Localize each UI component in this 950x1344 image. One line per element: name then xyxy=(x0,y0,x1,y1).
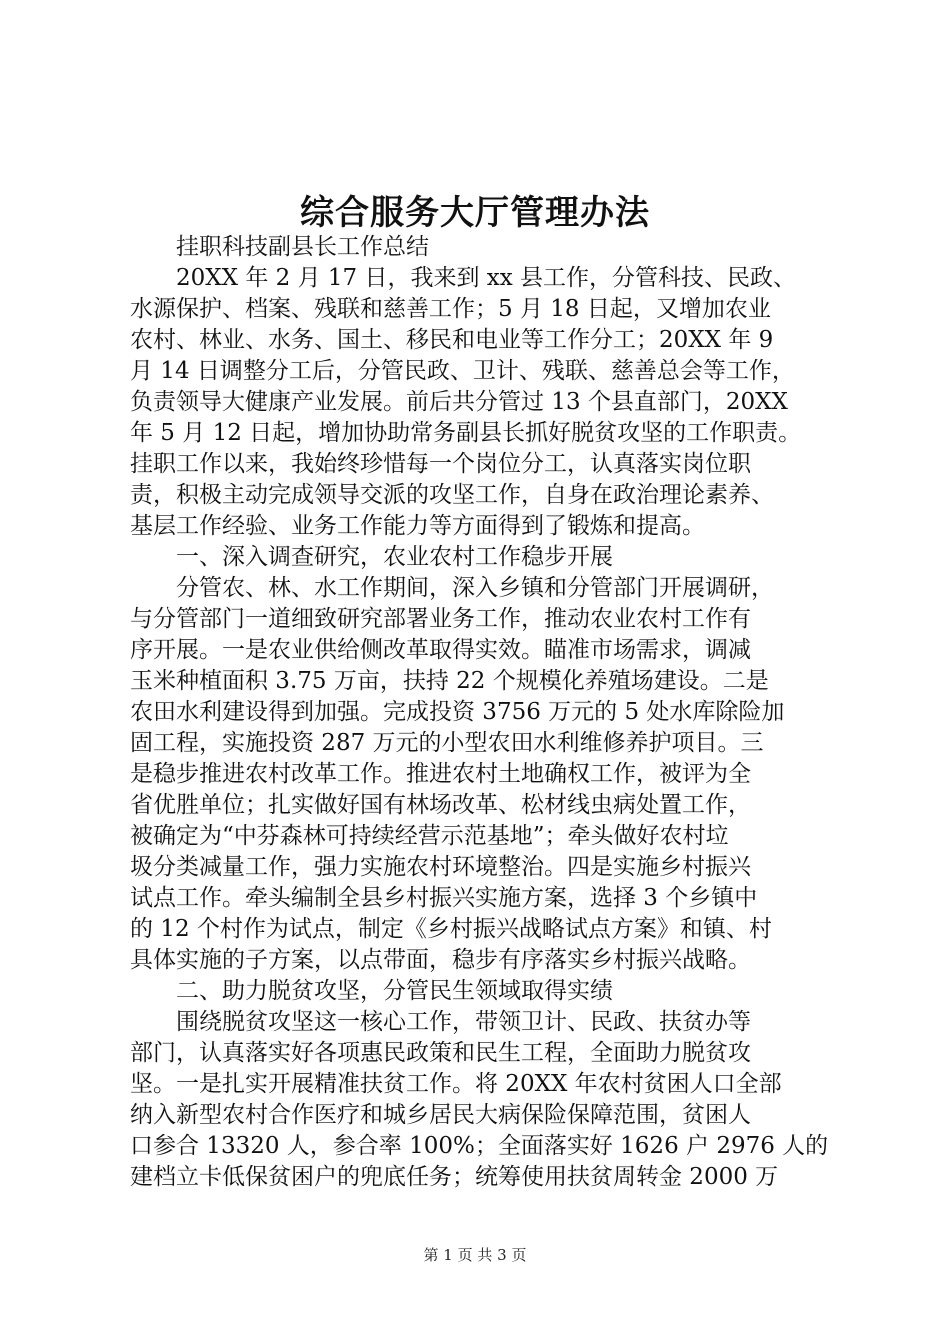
body-line: 序开展。一是农业供给侧改革取得实效。瞄准市场需求，调减 xyxy=(130,637,751,663)
body-line: 20XX 年 2 月 17 日，我来到 xx 县工作，分管科技、民政、 xyxy=(176,265,797,291)
body-line: 圾分类减量工作，强力实施农村环境整治。四是实施乡村振兴 xyxy=(130,854,751,880)
body-line: 建档立卡低保贫困户的兜底任务；统筹使用扶贫周转金 2000 万 xyxy=(130,1164,779,1190)
body-line: 农村、林业、水务、国土、移民和电业等工作分工；20XX 年 9 xyxy=(130,327,774,353)
body-line: 负责领导大健康产业发展。前后共分管过 13 个县直部门，20XX xyxy=(130,389,788,415)
body-line: 基层工作经验、业务工作能力等方面得到了锻炼和提高。 xyxy=(130,513,705,539)
body-line: 月 14 日调整分工后，分管民政、卫计、残联、慈善总会等工作， xyxy=(130,358,795,384)
page-footer: 第 1 页 共 3 页 xyxy=(423,1246,527,1264)
body-line: 玉米种植面积 3.75 万亩，扶持 22 个规模化养殖场建设。二是 xyxy=(130,668,769,694)
body-line: 的 12 个村作为试点，制定《乡村振兴战略试点方案》和镇、村 xyxy=(130,916,772,942)
document-body xyxy=(130,232,830,1193)
body-line: 围绕脱贫攻坚这一核心工作，带领卫计、民政、扶贫办等 xyxy=(176,1009,751,1035)
body-line: 具体实施的子方案，以点带面，稳步有序落实乡村振兴战略。 xyxy=(130,947,751,973)
body-line: 农田水利建设得到加强。完成投资 3756 万元的 5 处水库除险加 xyxy=(130,699,785,725)
body-line: 纳入新型农村合作医疗和城乡居民大病保险保障范围，贫困人 xyxy=(130,1102,751,1128)
body-line: 固工程，实施投资 287 万元的小型农田水利维修养护项目。三 xyxy=(130,730,764,756)
body-line: 是稳步推进农村改革工作。推进农村土地确权工作，被评为全 xyxy=(130,761,751,787)
body-line: 二、助力脱贫攻坚，分管民生领域取得实绩 xyxy=(176,978,613,1004)
body-line: 部门，认真落实好各项惠民政策和民生工程，全面助力脱贫攻 xyxy=(130,1040,751,1066)
body-line: 一、深入调查研究，农业农村工作稳步开展 xyxy=(176,544,613,570)
body-line: 被确定为“中芬森林可持续经营示范基地”；牵头做好农村垃 xyxy=(130,823,729,849)
body-line: 试点工作。牵头编制全县乡村振兴实施方案，选择 3 个乡镇中 xyxy=(130,885,758,911)
body-line: 省优胜单位；扎实做好国有林场改革、松材线虫病处置工作， xyxy=(130,792,751,818)
body-line: 年 5 月 12 日起，增加协助常务副县长抓好脱贫攻坚的工作职责。 xyxy=(130,420,802,446)
body-line: 责，积极主动完成领导交派的攻坚工作，自身在政治理论素养、 xyxy=(130,482,774,508)
body-line: 水源保护、档案、残联和慈善工作；5 月 18 日起，又增加农业 xyxy=(130,296,771,322)
body-line: 与分管部门一道细致研究部署业务工作，推动农业农村工作有 xyxy=(130,606,751,632)
body-line: 挂职工作以来，我始终珍惜每一个岗位分工，认真落实岗位职 xyxy=(130,451,751,477)
body-line: 口参合 13320 人，参合率 100%；全面落实好 1626 户 2976 人的 xyxy=(130,1133,829,1159)
document-title: 综合服务大厅管理办法 xyxy=(300,193,650,233)
body-line: 坚。一是扎实开展精准扶贫工作。将 20XX 年农村贫困人口全部 xyxy=(130,1071,782,1097)
body-line: 分管农、林、水工作期间，深入乡镇和分管部门开展调研， xyxy=(176,575,774,601)
body-line: 挂职科技副县长工作总结 xyxy=(176,234,429,260)
